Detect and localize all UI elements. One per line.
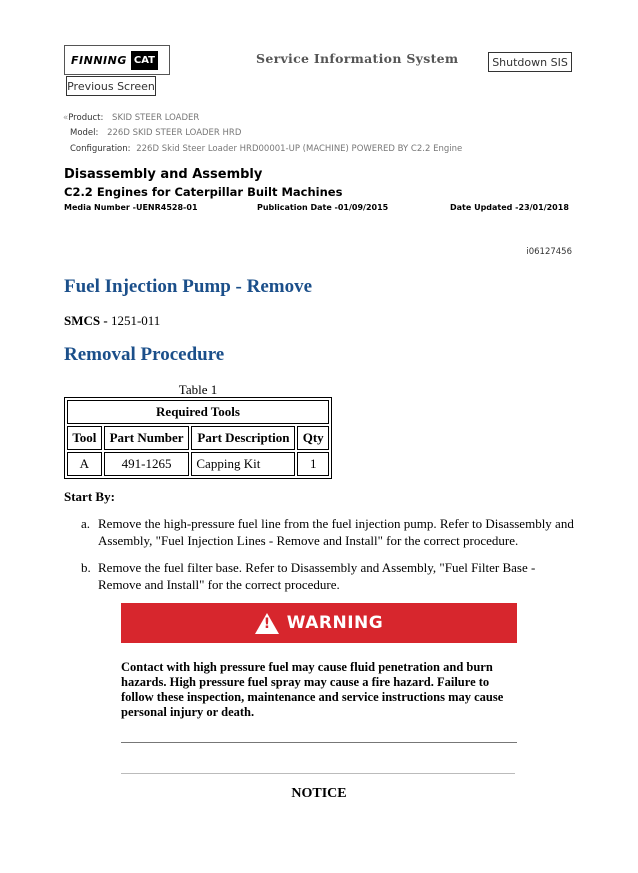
- smcs-value: 1251-011: [110, 313, 161, 328]
- step-marker: a.: [81, 516, 91, 531]
- step-line: Remove the high-pressure fuel line from the fuel injection pump. Refer to Disassembly and: [98, 516, 574, 531]
- chevron-left-icon[interactable]: «: [63, 113, 69, 123]
- warning-label: WARNING: [286, 613, 384, 633]
- warning-triangle-icon: !: [255, 613, 279, 634]
- warning-line: follow these inspection, maintenance and service instructions may cause: [121, 690, 504, 704]
- table-heading: Required Tools: [67, 400, 329, 424]
- page-title: Fuel Injection Pump - Remove: [64, 276, 313, 297]
- column-header: Part Number: [104, 426, 190, 450]
- warning-text: [121, 660, 517, 720]
- finning-cat-logo: [64, 45, 170, 75]
- previous-screen-button[interactable]: Previous Screen: [66, 76, 156, 96]
- product-value: SKID STEER LOADER: [112, 113, 200, 123]
- configuration-row: [70, 144, 462, 154]
- smcs-label: SMCS -: [64, 313, 108, 328]
- model-value: 226D SKID STEER LOADER HRD: [107, 128, 242, 138]
- table-row: [67, 452, 329, 476]
- section-title: Disassembly and Assembly: [64, 167, 263, 182]
- date-updated: Date Updated -23/01/2018: [450, 203, 569, 212]
- notice-heading: NOTICE: [291, 786, 347, 801]
- procedure-heading: Removal Procedure: [64, 344, 225, 365]
- shutdown-sis-button[interactable]: Shutdown SIS: [488, 52, 572, 72]
- step-line: Assembly, "Fuel Injection Lines - Remove and Install" for the correct procedure.: [98, 532, 519, 548]
- media-number: Media Number -UENR4528-01: [64, 203, 198, 212]
- start-by-label: Start By:: [64, 489, 115, 504]
- warning-line: personal injury or death.: [121, 705, 255, 719]
- document-id: i06127456: [526, 247, 572, 257]
- table-cell: 491-1265: [104, 452, 190, 476]
- column-header: Part Description: [191, 426, 295, 450]
- list-item: [98, 516, 578, 549]
- list-item: [98, 560, 578, 593]
- configuration-value: 226D Skid Steer Loader HRD00001-UP (MACHINE) POWERED BY C2.2 Engine: [136, 144, 463, 154]
- warning-banner: [121, 603, 517, 643]
- warning-line: Contact with high pressure fuel may cause fluid penetration and burn: [121, 660, 493, 674]
- table-cell: A: [67, 452, 102, 476]
- warning-line: hazards. High pressure fuel spray may cause a fire hazard. Failure to: [121, 675, 490, 689]
- logo-cat-text: CAT: [131, 51, 158, 70]
- step-marker: b.: [81, 560, 91, 575]
- table-caption: Table 1: [178, 382, 218, 397]
- table-cell: Capping Kit: [191, 452, 295, 476]
- column-header: Tool: [67, 426, 102, 450]
- column-header: Qty: [297, 426, 329, 450]
- required-tools-table: [64, 397, 332, 479]
- system-title: Service Information System: [256, 51, 459, 66]
- divider: [121, 773, 515, 774]
- configuration-label: Configuration:: [70, 144, 131, 154]
- publication-date: Publication Date -01/09/2015: [257, 203, 389, 212]
- table-cell: 1: [297, 452, 329, 476]
- smcs-row: [64, 313, 160, 329]
- model-row: [70, 128, 241, 138]
- table-header-row: [67, 426, 329, 450]
- product-label: Product:: [68, 113, 104, 123]
- document-subtitle: C2.2 Engines for Caterpillar Built Machines: [64, 185, 343, 199]
- model-label: Model:: [70, 128, 99, 138]
- step-line: Remove and Install" for the correct procedure.: [98, 576, 340, 592]
- step-line: Remove the fuel filter base. Refer to Disassembly and Assembly, "Fuel Filter Base -: [98, 560, 536, 575]
- logo-finning-text: FINNING: [71, 53, 127, 67]
- product-row: [63, 113, 199, 123]
- divider: [121, 742, 517, 743]
